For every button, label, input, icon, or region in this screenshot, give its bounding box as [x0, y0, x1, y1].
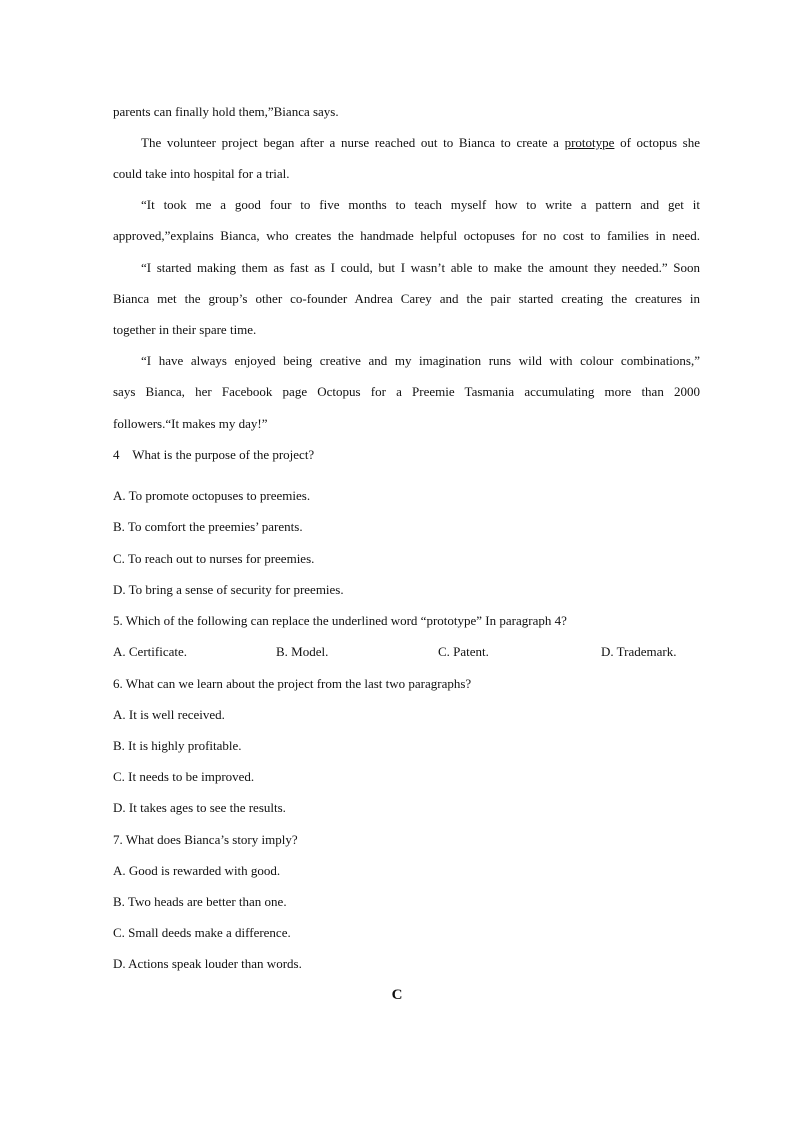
- question-4-stem: 4 What is the purpose of the project?: [113, 447, 315, 462]
- question-6-option-b: B. It is highly profitable.: [113, 738, 242, 753]
- passage-paragraph-line: [141, 135, 700, 151]
- question-4-option-b: B. To comfort the preemies’ parents.: [113, 519, 303, 534]
- question-7-stem: 7. What does Bianca’s story imply?: [113, 832, 298, 847]
- underlined-word: prototype: [564, 135, 615, 150]
- passage-line: could take into hospital for a trial.: [113, 166, 290, 181]
- passage-text: of octopus she: [614, 135, 700, 150]
- passage-line: followers.“It makes my day!”: [113, 416, 268, 431]
- question-7-option-c: C. Small deeds make a difference.: [113, 925, 291, 940]
- question-7-option-b: B. Two heads are better than one.: [113, 894, 287, 909]
- question-4-option-a: A. To promote octopuses to preemies.: [113, 488, 311, 503]
- question-5-option-d: D. Trademark.: [601, 644, 677, 659]
- question-4-option-c: C. To reach out to nurses for preemies.: [113, 551, 315, 566]
- question-6-option-c: C. It needs to be improved.: [113, 769, 255, 784]
- section-heading: C: [391, 987, 403, 1003]
- question-5-option-c: C. Patent.: [438, 644, 489, 659]
- passage-paragraph-line: “I have always enjoyed being creative and my imagination runs wild with colour combinations,”: [141, 353, 700, 368]
- passage-paragraph-line: “I started making them as fast as I could, but I wasn’t able to make the amount they needed.” Soon: [141, 260, 700, 275]
- passage-line: approved,”explains Bianca, who creates the handmade helpful octopuses for no cost to families in need.: [113, 228, 700, 243]
- passage-text: The volunteer project began after a nurse reached out to Bianca to create a: [141, 135, 565, 150]
- passage-paragraph-line: “It took me a good four to five months to teach myself how to write a pattern and get it: [141, 197, 700, 212]
- question-6-stem: 6. What can we learn about the project from the last two paragraphs?: [113, 676, 472, 691]
- question-5-option-b: B. Model.: [276, 644, 329, 659]
- passage-line: parents can finally hold them,”Bianca says.: [113, 104, 339, 119]
- question-6-option-a: A. It is well received.: [113, 707, 225, 722]
- question-7-option-d: D. Actions speak louder than words.: [113, 956, 302, 971]
- passage-line: together in their spare time.: [113, 322, 257, 337]
- passage-line: says Bianca, her Facebook page Octopus for a Preemie Tasmania accumulating more than 2000: [113, 384, 700, 399]
- question-6-option-d: D. It takes ages to see the results.: [113, 800, 286, 815]
- question-7-option-a: A. Good is rewarded with good.: [113, 863, 281, 878]
- question-5-stem: 5. Which of the following can replace the underlined word “prototype” In paragraph 4?: [113, 613, 567, 628]
- passage-line: Bianca met the group’s other co-founder Andrea Carey and the pair started creating the creatures in: [113, 291, 700, 306]
- question-4-option-d: D. To bring a sense of security for preemies.: [113, 582, 344, 597]
- question-5-option-a: A. Certificate.: [113, 644, 187, 659]
